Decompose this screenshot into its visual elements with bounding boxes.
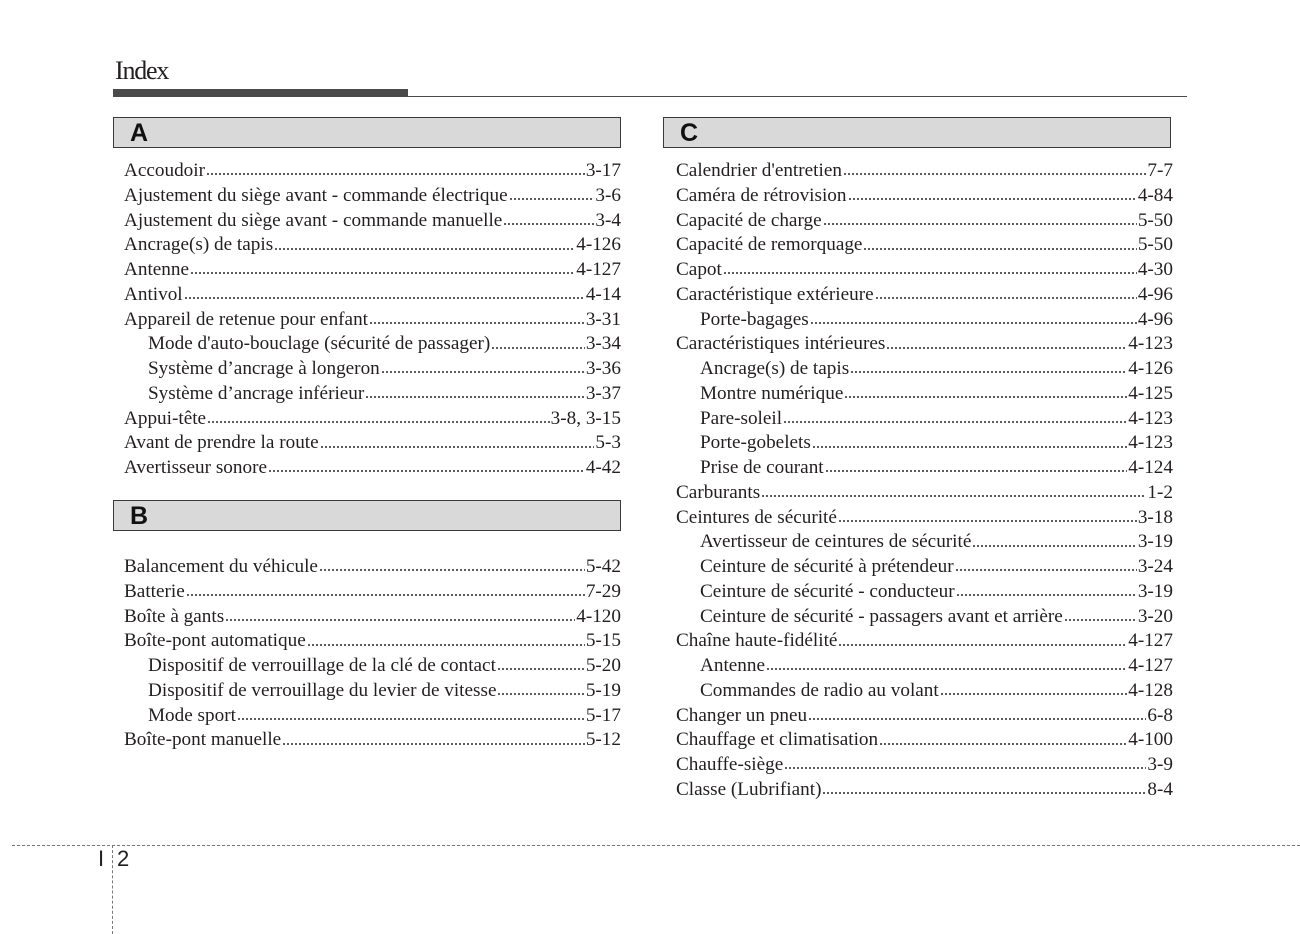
dot-leader [186,593,585,598]
entry-page-ref: 4-123 [1128,407,1173,429]
entry-label: Caméra de rétrovision [676,184,847,206]
entry-page-ref: 4-123 [1128,333,1173,355]
index-entry [676,209,1173,234]
entry-page-ref: 1-2 [1147,481,1173,503]
entry-label: Avertisseur de ceintures de sécurité [700,531,972,553]
section-header-a [113,117,621,148]
dot-leader [282,741,585,746]
section-header-b [113,500,621,531]
dot-leader [848,197,1137,202]
dot-leader [956,593,1137,598]
title-underline-thin [408,96,1187,97]
entry-page-ref: 4-125 [1128,382,1173,404]
dot-leader [206,172,585,177]
entry-page-ref: 6-8 [1147,704,1173,726]
entry-page-ref: 4-123 [1128,432,1173,454]
index-entry [124,629,621,654]
section-header-c [663,117,1171,148]
index-entry [676,629,1173,654]
index-entry [124,308,621,333]
entry-page-ref: 5-50 [1137,209,1173,231]
index-entry [676,753,1173,778]
entry-page-ref: 5-17 [585,704,621,726]
index-subentry [124,332,621,357]
index-entry [676,332,1173,357]
index-entry [124,159,621,184]
entry-label: Porte-gobelets [700,432,811,454]
footer-divider-horizontal [12,845,1300,846]
index-entry [676,506,1173,531]
entry-label: Ceinture de sécurité - passagers avant et arrière [700,605,1063,627]
entry-label: Mode sport [148,704,236,726]
entry-label: Boîte à gants [124,605,225,627]
index-list-c [676,159,1173,803]
dot-leader [268,469,585,474]
dot-leader [381,370,585,375]
entry-label: Commandes de radio au volant [700,679,939,701]
entry-page-ref: 3-8, 3-15 [550,407,621,429]
index-entry [124,209,621,234]
dot-leader [879,741,1127,746]
entry-page-ref: 4-126 [576,234,621,256]
entry-page-ref: 4-96 [1137,308,1173,330]
entry-label: Avertisseur sonore [124,457,267,478]
entry-page-ref: 8-4 [1147,778,1173,800]
entry-label: Système d’ancrage à longeron [148,358,380,379]
entry-page-ref: 4-120 [576,605,621,627]
index-entry [124,728,621,753]
dot-leader [886,345,1127,350]
entry-page-ref: 5-12 [585,729,621,751]
index-entry [676,159,1173,184]
footer-divider-vertical [112,845,113,934]
entry-label: Ajustement du siège avant - commande électrique [124,184,508,206]
index-entry [124,456,621,481]
dot-leader [491,345,585,350]
dot-leader [503,221,594,226]
dot-leader [825,469,1128,474]
dot-leader [838,642,1127,647]
index-entry [676,728,1173,753]
footer-section-letter: I [98,846,105,871]
dot-leader [783,419,1127,424]
dot-leader [190,271,575,276]
entry-page-ref: 4-128 [1128,679,1173,701]
index-entry [676,704,1173,729]
dot-leader [875,296,1137,301]
index-subentry [676,308,1173,333]
entry-page-ref: 3-9 [1147,754,1173,775]
index-entry [124,431,621,456]
dot-leader [844,395,1127,400]
dot-leader [225,617,575,622]
entry-page-ref: 5-50 [1137,234,1173,256]
section-letter-c: C [680,119,699,147]
page-title: Index [115,56,169,85]
entry-page-ref: 3-4 [595,209,621,231]
index-list-a [124,159,621,481]
index-subentry [676,555,1173,580]
index-subentry [676,580,1173,605]
index-subentry [124,382,621,407]
entry-page-ref: 3-34 [585,333,621,355]
dot-leader [184,296,585,301]
index-subentry [124,357,621,382]
entry-page-ref: 3-17 [585,160,621,181]
entry-page-ref: 4-127 [1128,655,1173,676]
entry-label: Changer un pneu [676,704,808,726]
dot-leader [723,271,1137,276]
entry-label: Ajustement du siège avant - commande manuelle [124,209,503,231]
entry-label: Appareil de retenue pour enfant [124,308,368,330]
entry-page-ref: 4-30 [1137,259,1173,280]
entry-page-ref: 5-20 [585,655,621,676]
entry-label: Boîte-pont manuelle [124,729,282,751]
entry-page-ref: 5-42 [585,556,621,577]
entry-page-ref: 7-29 [585,580,621,602]
entry-page-ref: 3-19 [1137,531,1173,553]
index-entry [676,481,1173,506]
entry-label: Ancrage(s) de tapis [124,234,274,256]
entry-label: Mode d'auto-bouclage (sécurité de passager) [148,333,491,355]
entry-label: Balancement du véhicule [124,556,318,577]
entry-page-ref: 3-6 [595,184,621,206]
entry-page-ref: 5-3 [595,432,621,454]
index-entry [676,778,1173,803]
dot-leader [761,494,1146,499]
entry-label: Ceinture de sécurité - conducteur [700,580,955,602]
index-entry [676,283,1173,308]
dot-leader [237,716,585,721]
entry-page-ref: 4-42 [585,457,621,478]
entry-page-ref: 4-127 [1128,630,1173,652]
entry-page-ref: 4-100 [1128,729,1173,751]
entry-label: Chaîne haute-fidélité [676,630,838,652]
dot-leader [940,692,1128,697]
entry-page-ref: 3-20 [1137,605,1173,627]
entry-label: Carburants [676,481,761,503]
dot-leader [766,667,1127,672]
index-entry [124,258,621,283]
dot-leader [319,568,585,573]
entry-page-ref: 3-36 [585,358,621,379]
index-subentry [676,431,1173,456]
entry-label: Dispositif de verrouillage de la clé de contact [148,655,496,676]
entry-label: Appui-tête [124,407,207,429]
entry-page-ref: 4-84 [1137,184,1173,206]
dot-leader [320,444,595,449]
entry-label: Chauffage et climatisation [676,729,879,751]
entry-label: Calendrier d'entretien [676,160,842,181]
entry-label: Capacité de charge [676,209,822,231]
entry-label: Antenne [700,655,766,676]
dot-leader [810,320,1137,325]
entry-label: Antivol [124,283,183,305]
dot-leader [784,766,1146,771]
index-entry [124,184,621,209]
dot-leader [307,642,585,647]
section-letter-a: A [130,119,149,147]
entry-label: Dispositif de verrouillage du levier de vitesse [148,679,497,701]
index-subentry [676,357,1173,382]
entry-label: Classe (Lubrifiant) [676,778,822,800]
entry-page-ref: 3-31 [585,308,621,330]
entry-label: Montre numérique [700,382,844,404]
entry-label: Caractéristique extérieure [676,283,874,305]
index-entry [124,555,621,580]
index-entry [124,233,621,258]
index-entry [124,407,621,432]
dot-leader [843,172,1146,177]
entry-label: Ceintures de sécurité [676,506,837,528]
entry-page-ref: 4-124 [1128,457,1173,478]
dot-leader [838,518,1137,523]
index-entry [676,233,1173,258]
index-subentry [676,456,1173,481]
entry-label: Système d’ancrage inférieur [148,382,365,404]
entry-page-ref: 4-127 [576,259,621,280]
entry-page-ref: 3-24 [1137,556,1173,577]
entry-page-ref: 4-96 [1137,283,1173,305]
entry-label: Caractéristiques intérieures [676,333,886,355]
index-subentry [676,679,1173,704]
index-subentry [676,382,1173,407]
dot-leader [365,395,585,400]
entry-label: Chauffe-siège [676,754,784,775]
dot-leader [863,246,1136,251]
entry-label: Porte-bagages [700,308,809,330]
index-entry [124,605,621,630]
entry-label: Avant de prendre la route [124,432,319,454]
index-entry [676,184,1173,209]
title-underline-thick [113,89,408,97]
dot-leader [808,716,1146,721]
entry-label: Pare-soleil [700,407,783,429]
dot-leader [369,320,585,325]
entry-page-ref: 3-37 [585,382,621,404]
entry-page-ref: 3-19 [1137,580,1173,602]
dot-leader [850,370,1127,375]
dot-leader [497,692,584,697]
footer-page-number: 2 [117,846,130,871]
entry-label: Accoudoir [124,160,205,181]
entry-label: Capot [676,259,722,280]
dot-leader [812,444,1127,449]
entry-label: Prise de courant [700,457,824,478]
dot-leader [823,221,1137,226]
dot-leader [274,246,575,251]
dot-leader [509,197,595,202]
dot-leader [955,568,1137,573]
entry-page-ref: 5-15 [585,630,621,652]
entry-page-ref: 4-126 [1128,358,1173,379]
index-entry [124,283,621,308]
dot-leader [822,791,1146,796]
index-subentry [124,679,621,704]
index-entry [124,580,621,605]
entry-label: Ancrage(s) de tapis [700,358,850,379]
entry-label: Boîte-pont automatique [124,630,306,652]
entry-label: Batterie [124,580,185,602]
index-entry [676,258,1173,283]
index-list-b [124,555,621,753]
entry-label: Antenne [124,259,190,280]
index-subentry [676,605,1173,630]
entry-page-ref: 7-7 [1147,160,1173,181]
dot-leader [207,419,550,424]
index-subentry [676,407,1173,432]
index-subentry [124,704,621,729]
entry-label: Capacité de remorquage [676,234,863,256]
index-subentry [676,530,1173,555]
dot-leader [1064,617,1137,622]
index-subentry [676,654,1173,679]
entry-page-ref: 4-14 [585,283,621,305]
index-subentry [124,654,621,679]
entry-page-ref: 5-19 [585,679,621,701]
entry-label: Ceinture de sécurité à prétendeur [700,556,954,577]
dot-leader [972,543,1136,548]
entry-page-ref: 3-18 [1137,506,1173,528]
section-letter-b: B [130,502,149,530]
dot-leader [497,667,585,672]
